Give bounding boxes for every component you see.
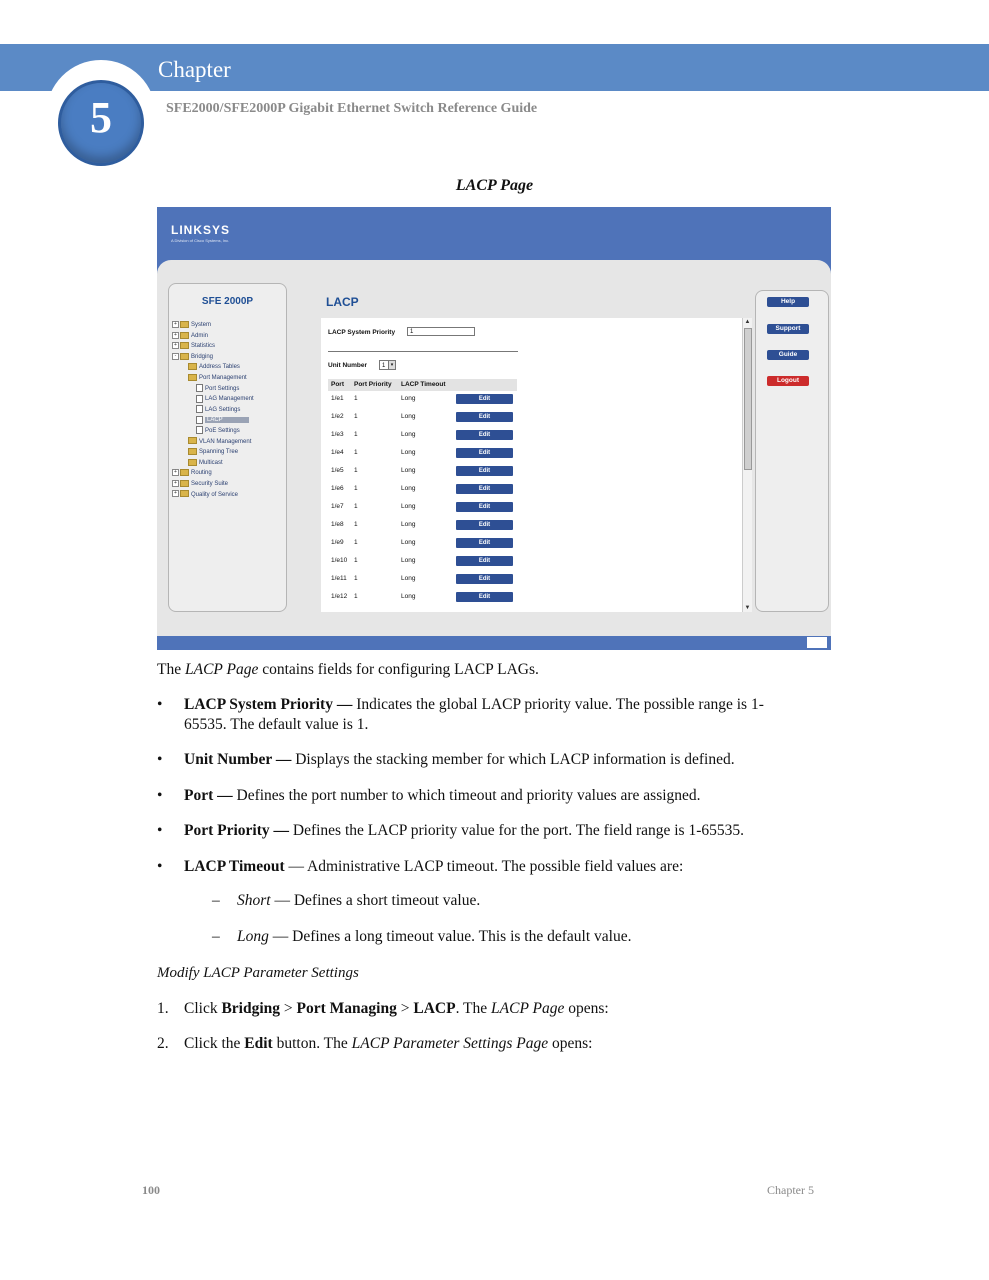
bullet-dot: • — [157, 858, 163, 875]
nav-item[interactable] — [172, 458, 284, 469]
figure-caption: LACP Page — [455, 177, 534, 194]
nav-item-label: Security Suite — [191, 480, 229, 487]
nav-item[interactable] — [172, 384, 284, 395]
folder-icon — [180, 480, 189, 487]
edit-button[interactable]: Edit — [456, 556, 513, 566]
page-icon — [196, 426, 203, 434]
cell-timeout: Long — [401, 395, 416, 402]
bullet-port: Port — Defines the port number to which timeout and priority values are assigned. — [184, 787, 701, 804]
subitem-short: Short — Defines a short timeout value. — [237, 892, 481, 909]
cell-timeout: Long — [401, 575, 416, 582]
page-icon — [196, 384, 203, 392]
cell-priority: 1 — [354, 503, 358, 510]
nav-item-label: Routing — [191, 470, 212, 477]
cell-priority: 1 — [354, 413, 358, 420]
nav-item-label: Port Management — [199, 374, 247, 381]
nav-item[interactable] — [172, 468, 284, 479]
edit-button[interactable]: Edit — [456, 430, 513, 440]
table-row — [328, 571, 528, 589]
col-lacp-timeout: LACP Timeout — [401, 381, 446, 388]
folder-icon — [180, 342, 189, 349]
logout-button[interactable]: Logout — [767, 376, 809, 386]
page-title: LACP — [326, 295, 359, 309]
nav-item[interactable] — [172, 320, 284, 331]
col-port-priority: Port Priority — [354, 381, 392, 388]
nav-tree — [172, 320, 284, 500]
lacp-screenshot — [157, 207, 831, 650]
cell-port: 1/e12 — [331, 593, 348, 600]
expand-icon[interactable]: + — [172, 480, 179, 487]
guide-title: SFE2000/SFE2000P Gigabit Ethernet Switch Reference Guide — [166, 101, 538, 116]
nav-item[interactable] — [172, 415, 284, 426]
side-panel — [755, 290, 829, 612]
folder-icon — [188, 448, 197, 455]
bullet-lacp-timeout: LACP Timeout — Administrative LACP timeout. The possible field values are: — [184, 858, 684, 875]
folder-icon — [180, 353, 189, 360]
unit-number-value: 1 — [382, 363, 386, 369]
nav-item-label: Spanning Tree — [199, 449, 239, 456]
nav-item-label: System — [191, 322, 212, 328]
nav-item[interactable] — [172, 373, 284, 384]
folder-icon — [180, 490, 189, 497]
nav-item-label: Bridging — [191, 353, 214, 360]
step-1-number: 1. — [157, 1000, 169, 1017]
table-row — [328, 409, 528, 427]
nav-item[interactable] — [172, 490, 284, 501]
subitem-long: Long — Defines a long timeout value. This is the default value. — [237, 928, 632, 945]
unit-number-select[interactable] — [379, 360, 396, 370]
nav-item-label: VLAN Management — [199, 438, 252, 445]
nav-item-label: Statistics — [191, 343, 216, 350]
intro-paragraph: The LACP Page contains fields for configuring LACP LAGs. — [157, 661, 539, 678]
nav-item[interactable] — [172, 341, 284, 352]
cell-timeout: Long — [401, 503, 416, 510]
cell-timeout: Long — [401, 539, 416, 546]
folder-icon — [180, 321, 189, 328]
cell-priority: 1 — [354, 485, 358, 492]
cell-timeout: Long — [401, 521, 416, 528]
bullet-dot: • — [157, 822, 163, 839]
edit-button[interactable]: Edit — [456, 448, 513, 458]
bullet-port-priority: Port Priority — Defines the LACP priority value for the port. The field range is 1-65535. — [184, 822, 745, 839]
cell-timeout: Long — [401, 449, 416, 456]
chapter-number: 5 — [90, 93, 112, 142]
model-title: SFE 2000P — [201, 296, 254, 307]
nav-item[interactable] — [172, 447, 284, 458]
cell-port: 1/e11 — [331, 575, 347, 582]
page-icon — [196, 416, 203, 424]
col-port: Port — [331, 381, 344, 388]
port-table — [328, 391, 528, 607]
cell-port: 1/e5 — [331, 467, 344, 474]
folder-icon — [188, 363, 197, 370]
nav-item[interactable] — [172, 362, 284, 373]
cell-port: 1/e9 — [331, 539, 344, 546]
cell-port: 1/e7 — [331, 503, 344, 510]
cell-port: 1/e6 — [331, 485, 344, 492]
cell-port: 1/e8 — [331, 521, 344, 528]
page-icon — [196, 405, 203, 413]
edit-button[interactable]: Edit — [456, 412, 513, 422]
nav-item-label: Port Settings — [205, 385, 240, 392]
expand-icon[interactable]: + — [172, 332, 179, 339]
cell-timeout: Long — [401, 431, 416, 438]
cell-timeout: Long — [401, 413, 416, 420]
edit-button[interactable]: Edit — [456, 538, 513, 548]
folder-icon — [188, 437, 197, 444]
cell-port: 1/e10 — [331, 557, 348, 564]
edit-button[interactable]: Edit — [456, 466, 513, 476]
guide-button[interactable]: Guide — [767, 350, 809, 360]
scroll-thumb[interactable] — [744, 328, 752, 470]
chapter-band — [0, 44, 989, 91]
cell-timeout: Long — [401, 593, 416, 600]
table-row — [328, 535, 528, 553]
edit-button[interactable]: Edit — [456, 502, 513, 512]
nav-item[interactable] — [172, 479, 284, 490]
edit-button[interactable]: Edit — [456, 394, 513, 404]
table-row — [328, 517, 528, 535]
edit-button[interactable]: Edit — [456, 520, 513, 530]
table-row — [328, 589, 528, 607]
scroll-up-icon[interactable]: ▲ — [744, 319, 751, 325]
cell-port: 1/e3 — [331, 431, 344, 438]
nav-item-label: PoE Settings — [205, 427, 240, 434]
logo-subtitle: A Division of Cisco Systems, Inc. — [171, 238, 230, 243]
divider — [328, 351, 518, 352]
nav-item-label: Multicast — [199, 459, 223, 466]
step-2: Click the Edit button. The LACP Parameter Settings Page opens: — [184, 1035, 593, 1052]
folder-icon — [180, 332, 189, 339]
bullet-system-priority: LACP System Priority — Indicates the global LACP priority value. The possible range is 1- 65535. The default value is 1. — [184, 696, 764, 733]
cell-priority: 1 — [354, 449, 358, 456]
cell-priority: 1 — [354, 575, 358, 582]
cell-timeout: Long — [401, 485, 416, 492]
nav-item-label: LACP — [205, 417, 249, 423]
cisco-logo — [807, 637, 827, 648]
bullet-unit-number: Unit Number — Displays the stacking member for which LACP information is defined. — [184, 751, 735, 768]
bullet-dot: • — [157, 696, 163, 713]
linksys-logo: LINKSYS — [171, 223, 231, 237]
cell-priority: 1 — [354, 467, 358, 474]
table-row — [328, 499, 528, 517]
bullet-dot: • — [157, 751, 163, 768]
edit-button[interactable]: Edit — [456, 484, 513, 494]
chapter-label: Chapter — [158, 57, 231, 82]
support-button[interactable]: Support — [767, 324, 809, 334]
folder-icon — [180, 469, 189, 476]
table-row — [328, 553, 528, 571]
cell-priority: 1 — [354, 521, 358, 528]
unit-number-label: Unit Number — [328, 362, 367, 369]
folder-icon — [188, 374, 197, 381]
cell-priority: 1 — [354, 557, 358, 564]
cell-port: 1/e4 — [331, 449, 344, 456]
scrollbar[interactable] — [742, 318, 752, 612]
scroll-down-icon[interactable]: ▼ — [744, 605, 751, 611]
table-row — [328, 427, 528, 445]
step-2-number: 2. — [157, 1035, 169, 1052]
step-1: Click Bridging > Port Managing > LACP. The LACP Page opens: — [184, 1000, 609, 1017]
nav-item-label: Admin — [191, 332, 209, 339]
table-row — [328, 445, 528, 463]
nav-item[interactable] — [172, 331, 284, 342]
cell-priority: 1 — [354, 593, 358, 600]
cell-priority: 1 — [354, 395, 358, 402]
nav-item-label: Address Tables — [199, 364, 240, 371]
cell-priority: 1 — [354, 431, 358, 438]
nav-item[interactable] — [172, 405, 284, 416]
system-priority-input[interactable]: 1 — [407, 327, 475, 336]
nav-item[interactable] — [172, 394, 284, 405]
bullet-dot: • — [157, 787, 163, 804]
nav-item-label: LAG Management — [205, 396, 254, 403]
nav-item[interactable] — [172, 437, 284, 448]
collapse-icon[interactable]: - — [172, 353, 179, 360]
chevron-down-icon: ▾ — [388, 361, 395, 369]
nav-item[interactable] — [172, 426, 284, 437]
page-icon — [196, 395, 203, 403]
help-button[interactable]: Help — [767, 297, 809, 307]
table-header — [328, 379, 517, 391]
system-priority-label: LACP System Priority — [328, 329, 396, 336]
expand-icon[interactable]: + — [172, 321, 179, 328]
app-body — [157, 260, 831, 636]
nav-panel — [168, 283, 287, 612]
cell-timeout: Long — [401, 557, 416, 564]
edit-button[interactable]: Edit — [456, 592, 513, 602]
dash-mark: – — [212, 892, 220, 909]
cell-port: 1/e2 — [331, 413, 344, 420]
expand-icon[interactable]: + — [172, 342, 179, 349]
expand-icon[interactable]: + — [172, 490, 179, 497]
nav-item-label: LAG Settings — [205, 406, 241, 413]
cell-timeout: Long — [401, 467, 416, 474]
nav-item-label: Quality of Service — [191, 491, 239, 498]
page-number: 100 — [142, 1183, 160, 1197]
table-row — [328, 481, 528, 499]
chapter-reference: Chapter 5 — [767, 1183, 814, 1197]
folder-icon — [188, 459, 197, 466]
expand-icon[interactable]: + — [172, 469, 179, 476]
table-row — [328, 463, 528, 481]
dash-mark: – — [212, 928, 220, 945]
nav-item[interactable] — [172, 352, 284, 363]
cell-priority: 1 — [354, 539, 358, 546]
cell-port: 1/e1 — [331, 395, 344, 402]
edit-button[interactable]: Edit — [456, 574, 513, 584]
section-heading: Modify LACP Parameter Settings — [157, 965, 359, 981]
table-row — [328, 391, 528, 409]
app-footer — [157, 636, 831, 650]
